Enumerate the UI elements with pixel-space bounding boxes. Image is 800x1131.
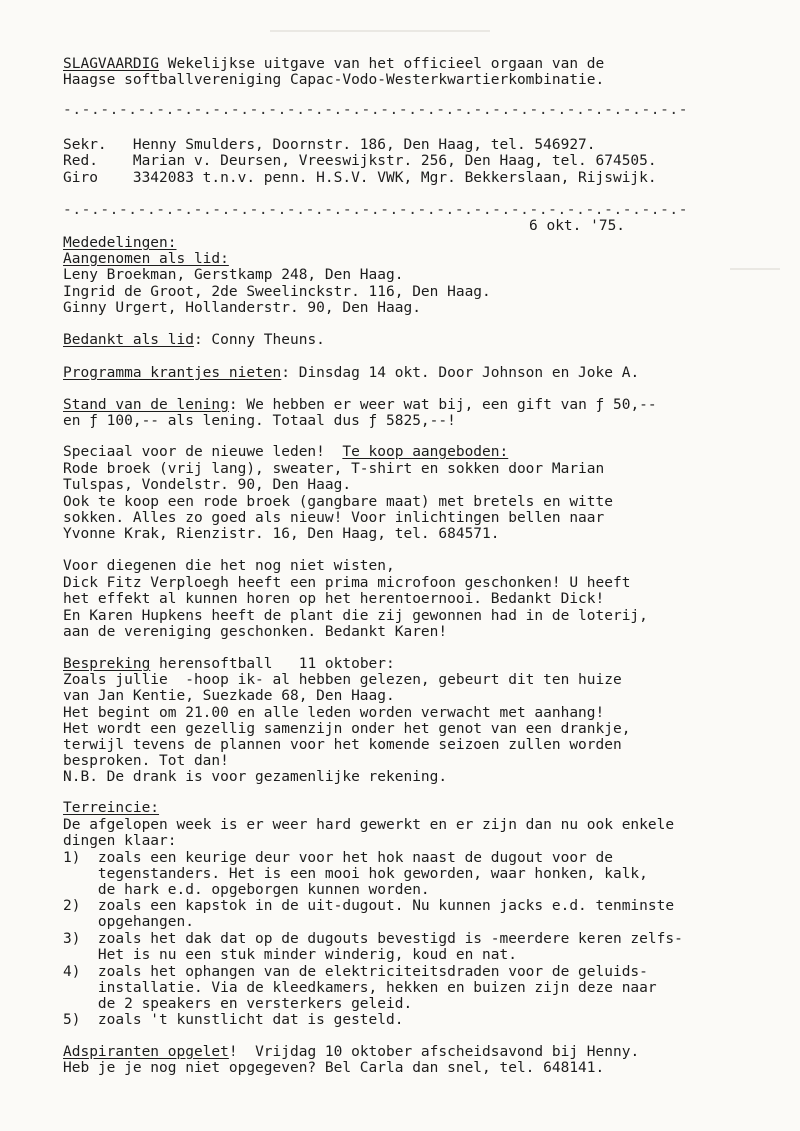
contact-editor: Red. Marian v. Deursen, Vreeswijkstr. 256, Den Haag, tel. 674505. bbox=[63, 153, 657, 169]
resigned-line bbox=[63, 332, 325, 348]
subheading-bespreking: Bespreking bbox=[63, 656, 151, 672]
dank-text: Voor diegenen die het nog niet wisten, bbox=[63, 558, 395, 574]
te-koop-text: Tulspas, Vondelstr. 90, Den Haag. bbox=[63, 477, 352, 493]
subheading-programma: Programma krantjes nieten bbox=[63, 365, 282, 381]
subheading-terreincie: Terreincie: bbox=[63, 800, 160, 816]
bespreking-date: herensoftball 11 oktober: bbox=[150, 656, 395, 672]
dank-text: aan de vereniging geschonken. Bedankt Karen! bbox=[63, 624, 448, 640]
bespreking-text: Het wordt een gezellig samenzijn onder het genot van een drankje, bbox=[63, 721, 631, 737]
terreincie-item: Het is nu een stuk minder winderig, koud en nat. bbox=[63, 947, 517, 963]
scan-smudge bbox=[730, 268, 780, 270]
programma-line bbox=[63, 365, 639, 381]
terreincie-text: dingen klaar: bbox=[63, 833, 177, 849]
bespreking-text: Het begint om 21.00 en alle leden worden verwacht met aanhang! bbox=[63, 705, 605, 721]
separator: -.-.-.-.-.-.-.-.-.-.-.-.-.-.-.-.-.-.-.-.-.-.-.-.-.-.-.-.-.-.-.-.-.- bbox=[63, 102, 689, 118]
resigned-member: : Conny Theuns. bbox=[193, 332, 325, 348]
newsletter-title: SLAGVAARDIG bbox=[63, 56, 160, 72]
dank-text: En Karen Hupkens heeft de plant die zij gewonnen had in de loterij, bbox=[63, 608, 648, 624]
lening-line-2: en ƒ 100,-- als lening. Totaal dus ƒ 5825,--! bbox=[63, 413, 456, 429]
adspiranten-line-2: Heb je je nog niet opgegeven? Bel Carla dan snel, tel. 648141. bbox=[63, 1060, 605, 1076]
new-member: Ingrid de Groot, 2de Sweelinckstr. 116, Den Haag. bbox=[63, 284, 491, 300]
terreincie-item: 2) zoals een kapstok in de uit-dugout. Nu kunnen jacks e.d. tenminste bbox=[63, 898, 675, 914]
adspiranten-line-1 bbox=[63, 1044, 639, 1060]
bespreking-text: van Jan Kentie, Suezkade 68, Den Haag. bbox=[63, 688, 395, 704]
terreincie-item: 4) zoals het ophangen van de elektriciteitsdraden voor de geluids- bbox=[63, 964, 648, 980]
issue-date: 6 okt. '75. bbox=[529, 218, 626, 234]
new-member: Ginny Urgert, Hollanderstr. 90, Den Haag. bbox=[63, 300, 421, 316]
new-member: Leny Broekman, Gerstkamp 248, Den Haag. bbox=[63, 267, 404, 283]
header-subtitle: Wekelijkse uitgave van het officieel orgaan van de bbox=[159, 56, 605, 72]
te-koop-text: Ook te koop een rode broek (gangbare maat) met bretels en witte bbox=[63, 494, 613, 510]
te-koop-line bbox=[63, 444, 508, 460]
subheading-lening: Stand van de lening bbox=[63, 397, 229, 413]
adspiranten-text: ! Vrijdag 10 oktober afscheidsavond bij Henny. bbox=[228, 1044, 640, 1060]
subheading-adspiranten: Adspiranten opgelet bbox=[63, 1044, 229, 1060]
terreincie-text: De afgelopen week is er weer hard gewerkt en er zijn dan nu ook enkele bbox=[63, 817, 675, 833]
scan-smudge bbox=[270, 30, 490, 32]
bespreking-line-1 bbox=[63, 656, 395, 672]
subheading-te-koop: Te koop aangeboden: bbox=[342, 444, 509, 460]
bespreking-text: Zoals jullie -hoop ik- al hebben gelezen, gebeurt dit ten huize bbox=[63, 672, 622, 688]
dank-text: het effekt al kunnen horen op het herentoernooi. Bedankt Dick! bbox=[63, 591, 605, 607]
subheading-aangenomen: Aangenomen als lid: bbox=[63, 251, 229, 267]
header-line-1 bbox=[63, 56, 604, 72]
te-koop-intro: Speciaal voor de nieuwe leden! bbox=[63, 444, 343, 460]
terreincie-item: de hark e.d. opgeborgen kunnen worden. bbox=[63, 882, 430, 898]
terreincie-item: installatie. Via de kleedkamers, hekken en buizen zijn deze naar bbox=[63, 980, 657, 996]
terreincie-item: tegenstanders. Het is een mooi hok geworden, waar honken, kalk, bbox=[63, 866, 648, 882]
header-line-2: Haagse softballvereniging Capac-Vodo-Westerkwartierkombinatie. bbox=[63, 72, 605, 88]
contact-secretary: Sekr. Henny Smulders, Doornstr. 186, Den Haag, tel. 546927. bbox=[63, 137, 596, 153]
te-koop-text: sokken. Alles zo goed als nieuw! Voor inlichtingen bellen naar bbox=[63, 510, 605, 526]
terreincie-item: 3) zoals het dak dat op de dugouts bevestigd is -meerdere keren zelfs- bbox=[63, 931, 683, 947]
subheading-bedankt: Bedankt als lid bbox=[63, 332, 194, 348]
te-koop-text: Rode broek (vrij lang), sweater, T-shirt en sokken door Marian bbox=[63, 461, 605, 477]
lening-line-1 bbox=[63, 397, 657, 413]
terreincie-item: opgehangen. bbox=[63, 914, 194, 930]
terreincie-item: 5) zoals 't kunstlicht dat is gesteld. bbox=[63, 1012, 404, 1028]
separator: -.-.-.-.-.-.-.-.-.-.-.-.-.-.-.-.-.-.-.-.-.-.-.-.-.-.-.-.-.-.-.-.-.- bbox=[63, 202, 689, 218]
terreincie-item: 1) zoals een keurige deur voor het hok naast de dugout voor de bbox=[63, 850, 613, 866]
section-heading-mededelingen: Mededelingen: bbox=[63, 235, 177, 251]
dank-text: Dick Fitz Verploegh heeft een prima microfoon geschonken! U heeft bbox=[63, 575, 631, 591]
terreincie-item: de 2 speakers en versterkers geleid. bbox=[63, 996, 413, 1012]
contact-giro: Giro 3342083 t.n.v. penn. H.S.V. VWK, Mgr. Bekkerslaan, Rijswijk. bbox=[63, 170, 657, 186]
programma-text: : Dinsdag 14 okt. Door Johnson en Joke A. bbox=[281, 365, 640, 381]
bespreking-text: terwijl tevens de plannen voor het komende seizoen zullen worden bbox=[63, 737, 622, 753]
lening-text: : We hebben er weer wat bij, een gift van ƒ 50,-- bbox=[228, 397, 657, 413]
bespreking-note: N.B. De drank is voor gezamenlijke rekening. bbox=[63, 769, 448, 785]
bespreking-text: besproken. Tot dan! bbox=[63, 753, 229, 769]
te-koop-text: Yvonne Krak, Rienzistr. 16, Den Haag, tel. 684571. bbox=[63, 526, 500, 542]
